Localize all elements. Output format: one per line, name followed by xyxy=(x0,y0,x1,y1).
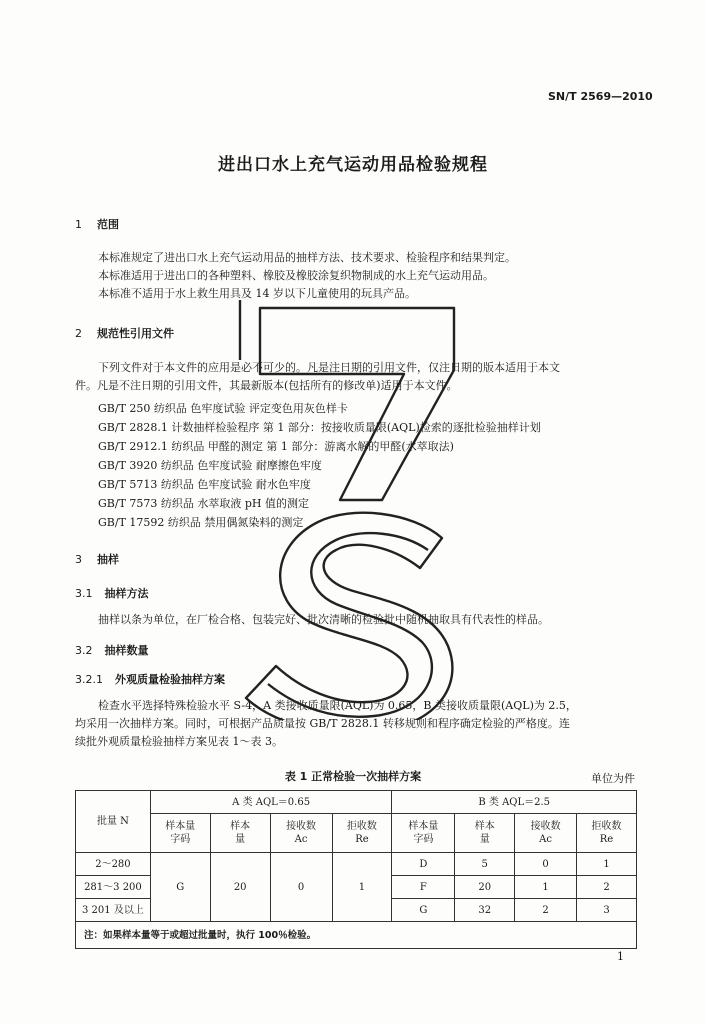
reference-item: GB/T 2912.1 纺织品 甲醛的测定 第 1 部分：游离水解的甲醛(水萃取法) xyxy=(98,440,454,453)
section-3-2-1-line-1: 检查水平选择特殊检验水平 S-4，A 类接收质量限(AQL)为 0.65，B 类接收质量限(AQL)为 2.5， xyxy=(98,699,577,712)
b-size-cell: 5 xyxy=(455,853,515,876)
section-2-intro-line-2: 件。凡是不注日期的引用文件，其最新版本(包括所有的修改单)适用于本文件。 xyxy=(75,379,458,392)
section-1-heading: 1 范围 xyxy=(75,218,119,231)
table-header-row xyxy=(76,791,637,814)
table-caption: 表 1 正常检验一次抽样方案 xyxy=(284,770,422,783)
sample-size-header: 样本 量 xyxy=(210,814,270,853)
a-ac-cell: 0 xyxy=(270,853,332,922)
reference-item: GB/T 5713 纺织品 色牢度试验 耐水色牢度 xyxy=(98,478,311,491)
section-3-1-para: 抽样以条为单位，在厂检合格、包装完好、批次清晰的检验批中随机抽取具有代表性的样品。 xyxy=(98,613,549,626)
sample-size-header: 样本 量 xyxy=(455,814,515,853)
section-3-heading: 3 抽样 xyxy=(75,553,119,566)
sample-code-header: 样本量 字码 xyxy=(392,814,455,853)
reference-item: GB/T 3920 纺织品 色牢度试验 耐摩擦色牢度 xyxy=(98,459,322,472)
b-code-cell: D xyxy=(392,853,455,876)
b-re-cell: 1 xyxy=(577,853,637,876)
batch-size-cell: 2～280 xyxy=(76,853,151,876)
section-1-para-2: 本标准适用于进出口的各种塑料、橡胶及橡胶涂复织物制成的水上充气运动用品。 xyxy=(98,269,494,282)
section-1-para-3: 本标准不适用于水上救生用具及 14 岁以下儿童使用的玩具产品。 xyxy=(98,287,416,300)
accept-number-header: 接收数 Ac xyxy=(270,814,332,853)
batch-size-header: 批量 N xyxy=(76,791,151,853)
table-note: 注：如果样本量等于或超过批量时，执行 100％检验。 xyxy=(76,922,637,949)
reference-item: GB/T 250 纺织品 色牢度试验 评定变色用灰色样卡 xyxy=(98,402,348,415)
section-3-2-heading: 3.2 抽样数量 xyxy=(75,644,149,657)
a-re-cell: 1 xyxy=(332,853,392,922)
section-3-2-1-line-2: 均采用一次抽样方案。同时，可根据产品质量按 GB/T 2828.1 转移规则和程序确定检验的严格度。连 xyxy=(75,717,570,730)
b-ac-cell: 1 xyxy=(515,876,577,899)
b-size-cell: 20 xyxy=(455,876,515,899)
batch-size-cell: 3 201 及以上 xyxy=(76,899,151,922)
reject-number-header: 拒收数 Re xyxy=(332,814,392,853)
reference-item: GB/T 2828.1 计数抽样检验程序 第 1 部分：按接收质量限(AQL)检索的逐批检验抽样计划 xyxy=(98,421,541,434)
b-code-cell: G xyxy=(392,899,455,922)
watermark-logo xyxy=(232,300,472,724)
b-ac-cell: 0 xyxy=(515,853,577,876)
table-row xyxy=(76,853,637,876)
group-a-header: A 类 AQL＝0.65 xyxy=(150,791,392,814)
page-number: 1 xyxy=(617,950,624,963)
sampling-plan-table xyxy=(75,790,637,949)
watermark-logo-shape xyxy=(232,300,472,720)
reference-item: GB/T 7573 纺织品 水萃取液 pH 值的测定 xyxy=(98,497,310,510)
b-code-cell: F xyxy=(392,876,455,899)
b-re-cell: 2 xyxy=(577,876,637,899)
batch-size-cell: 281～3 200 xyxy=(76,876,151,899)
standard-code: SN/T 2569—2010 xyxy=(548,90,653,103)
a-size-cell: 20 xyxy=(210,853,270,922)
section-2-intro-line-1: 下列文件对于本文件的应用是必不可少的。凡是注日期的引用文件，仅注日期的版本适用于本文 xyxy=(98,361,560,374)
section-2-heading: 2 规范性引用文件 xyxy=(75,327,174,340)
section-1-para-1: 本标准规定了进出口水上充气运动用品的抽样方法、技术要求、检验程序和结果判定。 xyxy=(98,251,516,264)
reference-item: GB/T 17592 纺织品 禁用偶氮染料的测定 xyxy=(98,516,304,529)
sample-code-header: 样本量 字码 xyxy=(150,814,210,853)
section-3-2-1-heading: 3.2.1 外观质量检验抽样方案 xyxy=(75,673,225,686)
section-3-2-1-line-3: 续批外观质量检验抽样方案见表 1～表 3。 xyxy=(75,735,283,748)
b-ac-cell: 2 xyxy=(515,899,577,922)
accept-number-header: 接收数 Ac xyxy=(515,814,577,853)
section-3-1-heading: 3.1 抽样方法 xyxy=(75,587,149,600)
b-size-cell: 32 xyxy=(455,899,515,922)
table-unit: 单位为件 xyxy=(591,772,635,785)
a-code-cell: G xyxy=(150,853,210,922)
reject-number-header: 拒收数 Re xyxy=(577,814,637,853)
document-title: 进出口水上充气运动用品检验规程 xyxy=(218,155,488,175)
table-subheader-row xyxy=(76,814,637,853)
b-re-cell: 3 xyxy=(577,899,637,922)
table-note-row xyxy=(76,922,637,949)
group-b-header: B 类 AQL＝2.5 xyxy=(392,791,637,814)
